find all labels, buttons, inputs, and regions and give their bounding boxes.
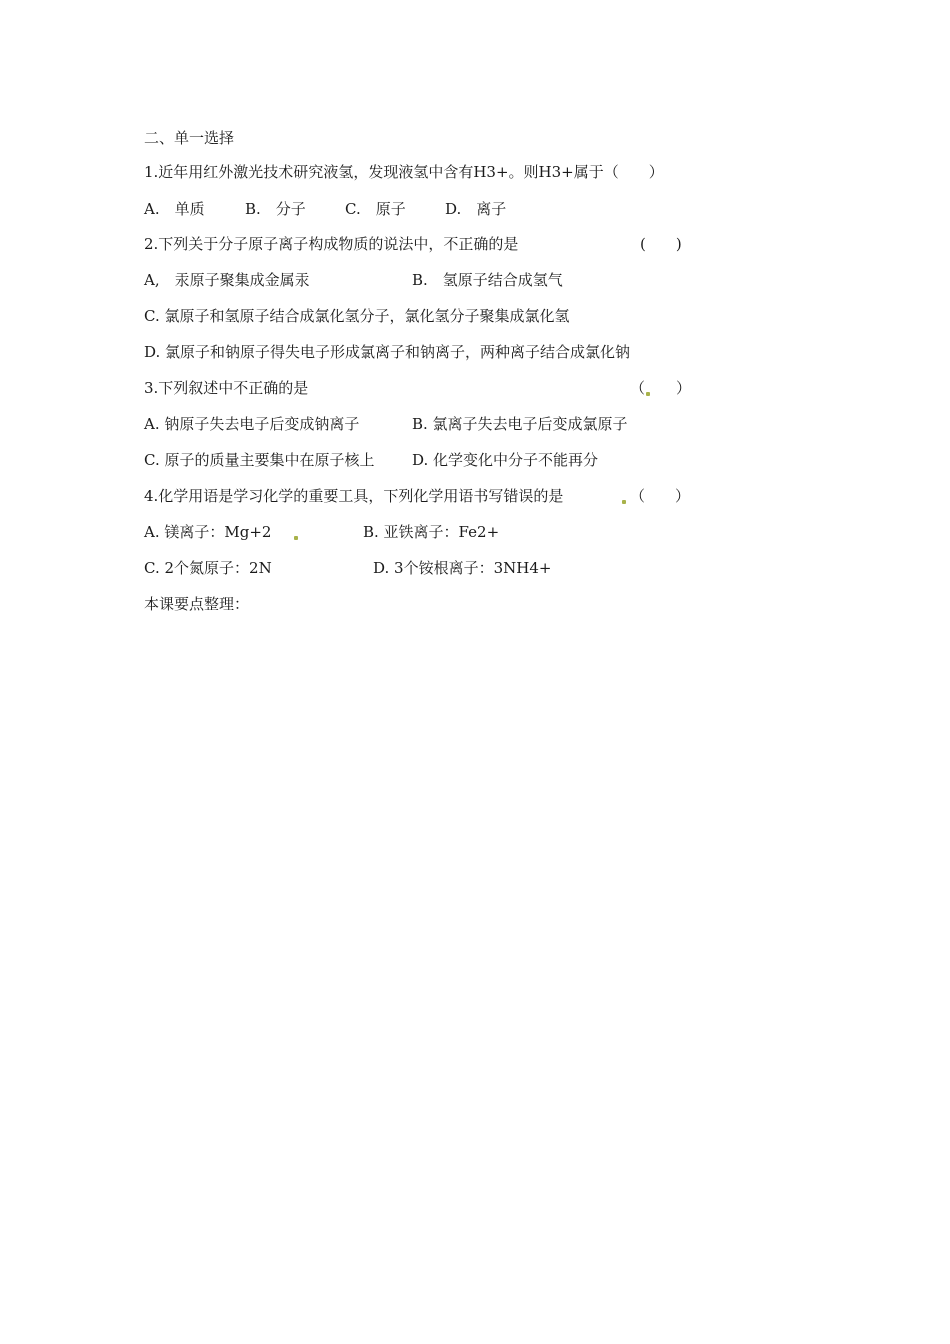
section-title: 二、单一选择 <box>144 129 235 147</box>
question-1-stem: 1.近年用红外激光技术研究液氢，发现液氢中含有H3+。则H3+属于（ ） <box>144 163 664 181</box>
question-1-option-a: A. 单质 <box>144 200 205 218</box>
question-3-paren-open: （ <box>630 379 646 397</box>
question-4-answer-paren: （ ） <box>630 487 691 505</box>
stray-mark <box>622 500 626 504</box>
question-2-answer-paren: ( ) <box>640 235 682 253</box>
question-1-option-d: D. 离子 <box>445 200 507 218</box>
question-1-option-c: C. 原子 <box>345 200 406 218</box>
question-2-option-a: A, 汞原子聚集成金属汞 <box>144 271 310 289</box>
question-3-option-d: D. 化学变化中分子不能再分 <box>412 451 599 469</box>
summary-label: 本课要点整理： <box>144 595 250 613</box>
question-4-option-a: A. 镁离子：Mg+2 <box>144 523 272 541</box>
question-3-paren-close: ） <box>676 379 692 397</box>
question-2-option-d: D. 氯原子和钠原子得失电子形成氯离子和钠离子，两种离子结合成氯化钠 <box>144 343 631 361</box>
question-3-option-b: B. 氯离子失去电子后变成氯原子 <box>412 415 628 433</box>
question-2-option-b: B. 氢原子结合成氢气 <box>412 271 563 289</box>
stray-mark <box>646 392 650 396</box>
question-3-option-a: A. 钠原子失去电子后变成钠离子 <box>144 415 360 433</box>
stray-mark <box>294 536 298 540</box>
question-3-stem: 3.下列叙述中不正确的是 <box>144 379 309 397</box>
question-1-option-b: B. 分子 <box>245 200 306 218</box>
question-3-option-c: C. 原子的质量主要集中在原子核上 <box>144 451 375 469</box>
question-4-stem: 4.化学用语是学习化学的重要工具，下列化学用语书写错误的是 <box>144 487 564 505</box>
question-2-stem: 2.下列关于分子原子离子构成物质的说法中，不正确的是 <box>144 235 519 253</box>
question-4-option-d: D. 3个铵根离子：3NH4+ <box>373 559 552 577</box>
question-2-option-c: C. 氯原子和氢原子结合成氯化氢分子，氯化氢分子聚集成氯化氢 <box>144 307 570 325</box>
question-4-option-b: B. 亚铁离子：Fe2+ <box>363 523 500 541</box>
question-4-option-c: C. 2个氮原子：2N <box>144 559 272 577</box>
